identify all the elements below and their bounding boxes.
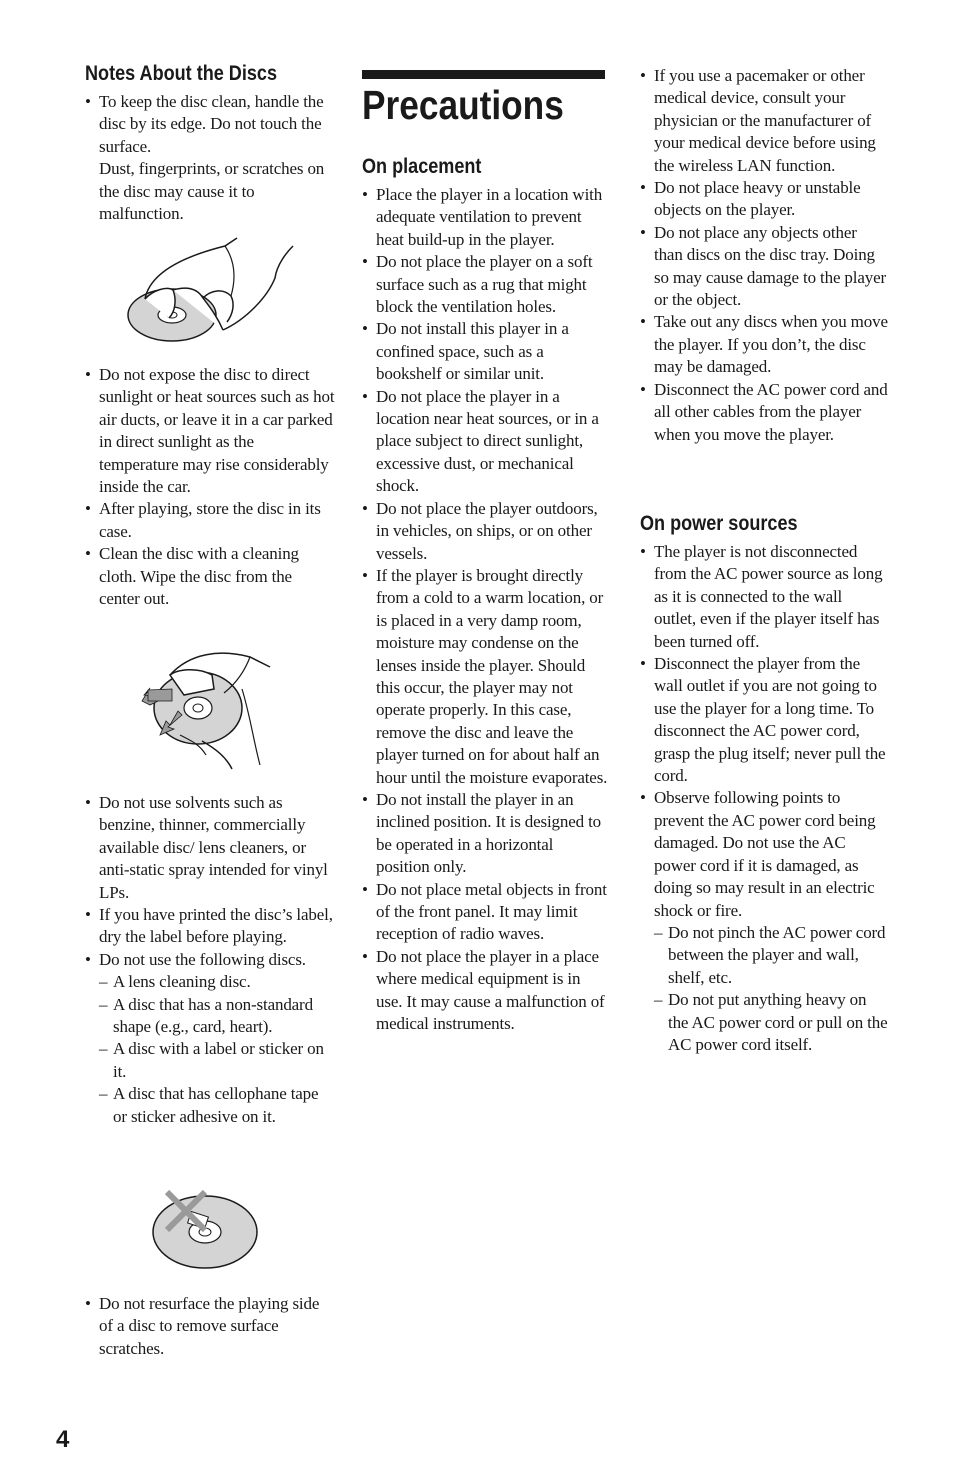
notes-list-1 [85, 91, 335, 225]
list-item: • Do not expose the disc to direct sunlight or heat sources such as hot air ducts, or leave it in a car parked in direct sunlight as the temperature may rise considerably inside the car. [85, 364, 335, 498]
unusable-discs-list [99, 971, 335, 1128]
list-item: • Place the player in a location with adequate ventilation to prevent heat build-up in the player. [362, 184, 608, 251]
sub-list-item: – A disc that has cellophane tape or sticker adhesive on it. [99, 1083, 335, 1128]
notes-list-4 [85, 1293, 335, 1360]
list-item-extra: Dust, fingerprints, or scratches on the disc may cause it to malfunction. [99, 159, 325, 224]
disc-handling-illustration [125, 234, 315, 346]
title-rule [362, 70, 605, 79]
list-item: • Do not install the player in an inclined position. It is designed to be operated in a horizontal position only. [362, 789, 608, 879]
page-number: 4 [56, 1426, 70, 1453]
sub-list-item: – A lens cleaning disc. [99, 971, 335, 993]
list-item: • Disconnect the player from the wall outlet if you are not going to use the player for a long time. To disconnect the AC power cord, grasp the plug itself; never pull the cord. [640, 653, 888, 787]
list-item: • Do not use solvents such as benzine, thinner, commercially available disc/ lens cleaners, or anti-static spray intended for vinyl LPs. [85, 792, 335, 904]
page-title: Precautions [362, 82, 564, 128]
list-item: • Take out any discs when you move the player. If you don’t, the disc may be damaged. [640, 311, 888, 378]
list-item: • Do not place the player on a soft surface such as a rug that might block the ventilation holes. [362, 251, 608, 318]
disc-with-tape-illustration [149, 1186, 265, 1274]
list-item: • After playing, store the disc in its case. [85, 498, 335, 543]
list-item: • Do not place the player outdoors, in vehicles, on ships, or on other vessels. [362, 498, 608, 565]
list-item-text: • Observe following points to prevent the AC power cord being damaged. Do not use the AC power cord if it is damaged, as doing so may result in an electric shock or fire. [654, 788, 876, 920]
placement-list [362, 184, 608, 1035]
list-item: • Disconnect the AC power cord and all other cables from the player when you move the player. [640, 379, 888, 446]
placement-list-continued [640, 65, 888, 446]
list-item-text: • Do not use the following discs. [99, 949, 306, 969]
list-item: • Do not place the player in a place where medical equipment is in use. It may cause a malfunction of medical instruments. [362, 946, 608, 1036]
notes-heading: Notes About the Discs [85, 62, 277, 85]
list-item: • If the player is brought directly from a cold to a warm location, or is placed in a very damp room, moisture may condense on the lenses inside the player. Should this occur, the player may not operate properly. In this case, remove the disc and leave the player turned on for about half an hour until the moisture evaporates. [362, 565, 608, 789]
notes-list-2 [85, 364, 335, 610]
list-item-text: • To keep the disc clean, handle the disc by its edge. Do not touch the surface. [99, 92, 324, 156]
power-cord-sublist [654, 922, 888, 1056]
list-item: • If you use a pacemaker or other medical device, consult your physician or the manufacturer of your medical device before using the wireless LAN function. [640, 65, 888, 177]
list-item: • Clean the disc with a cleaning cloth. Wipe the disc from the center out. [85, 543, 335, 610]
list-item: • Do not place the player in a location near heat sources, or in a place subject to direct sunlight, excessive dust, or mechanical shock. [362, 386, 608, 498]
list-item: • Do not place metal objects in front of the front panel. It may limit reception of radio waves. [362, 879, 608, 946]
notes-list-3 [85, 792, 335, 1128]
power-list [640, 541, 888, 1056]
list-item [640, 787, 888, 1056]
list-item: • Do not place heavy or unstable objects on the player. [640, 177, 888, 222]
disc-cleaning-illustration [140, 645, 275, 773]
list-item: • The player is not disconnected from the AC power source as long as it is connected to the wall outlet, even if the player itself has been turned off. [640, 541, 888, 653]
list-item: • Do not install this player in a confined space, such as a bookshelf or similar unit. [362, 318, 608, 385]
list-item: • Do not resurface the playing side of a disc to remove surface scratches. [85, 1293, 335, 1360]
list-item [85, 91, 335, 225]
list-item: • Do not place any objects other than discs on the disc tray. Doing so may cause damage to the player or the object. [640, 222, 888, 312]
sub-list-item: – A disc with a label or sticker on it. [99, 1038, 335, 1083]
list-item [85, 949, 335, 1128]
list-item: • If you have printed the disc’s label, dry the label before playing. [85, 904, 335, 949]
sub-list-item: – Do not put anything heavy on the AC power cord or pull on the AC power cord itself. [654, 989, 888, 1056]
placement-heading: On placement [362, 155, 482, 178]
sub-list-item: – A disc that has a non-standard shape (e.g., card, heart). [99, 994, 335, 1039]
power-heading: On power sources [640, 512, 798, 535]
sub-list-item: – Do not pinch the AC power cord between the player and wall, shelf, etc. [654, 922, 888, 989]
